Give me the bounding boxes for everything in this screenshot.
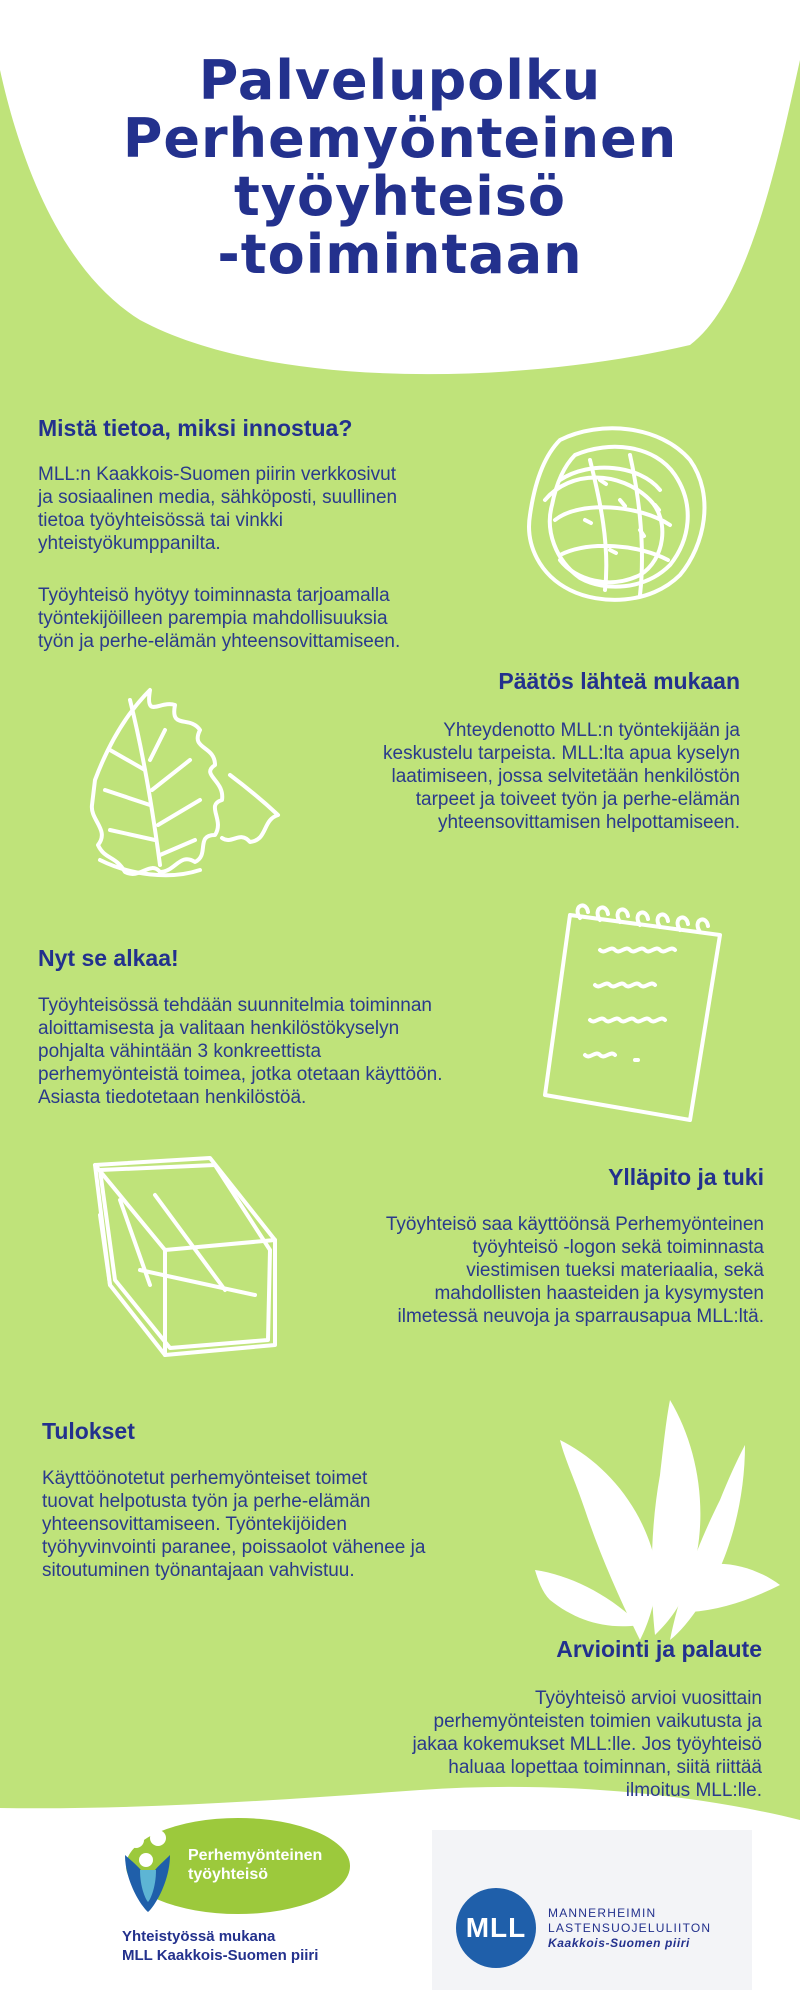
title-line-1: Palvelupolku bbox=[198, 49, 602, 112]
text-line: Yhteydenotto MLL:n työntekijään ja bbox=[443, 720, 740, 741]
text-line: työn ja perhe-elämän yhteensovittamiseen. bbox=[38, 631, 401, 652]
text-line: työntekijöilleen parempia mahdollisuuksia bbox=[38, 608, 388, 629]
logo-line: Perhemyönteinen bbox=[188, 1847, 323, 1864]
step-6-text bbox=[412, 1687, 762, 1802]
credit-line: MLL Kaakkois-Suomen piiri bbox=[122, 1947, 319, 1964]
text-line: ilmoitus MLL:lle. bbox=[625, 1780, 762, 1801]
text-line: perhemyönteisten toimien vaikutusta ja bbox=[433, 1711, 762, 1732]
text-line: MLL:n Kaakkois-Suomen piirin verkkosivut bbox=[38, 464, 396, 485]
text-line: työhyvinvointi paranee, poissaolot vähenee ja bbox=[42, 1537, 426, 1558]
text-line: keskustelu tarpeista. MLL:lta apua kyselyn bbox=[383, 743, 740, 764]
title-line-2: Perhemyönteinen bbox=[122, 107, 678, 170]
text-line: jakaa kokemukset MLL:lle. Jos työyhteisö bbox=[412, 1734, 762, 1755]
step-2-text bbox=[383, 719, 740, 834]
mll-name bbox=[548, 1906, 711, 1951]
step-4-text bbox=[386, 1213, 764, 1328]
text-line: pohjalta vähintään 3 konkreettista bbox=[38, 1041, 322, 1062]
text-line: Työyhteisö arvioi vuosittain bbox=[534, 1688, 762, 1709]
text-line: yhteensovittamisen helpottamiseen. bbox=[437, 812, 740, 833]
text-line: perhemyönteistä toimea, jotka otetaan käyttöön. bbox=[38, 1064, 443, 1085]
text-line: yhteensovittamiseen. Työntekijöiden bbox=[42, 1514, 347, 1535]
text-line: Työyhteisö saa käyttöönsä Perhemyönteinen bbox=[385, 1214, 764, 1235]
partner-credit bbox=[122, 1927, 318, 1965]
text-line: viestimisen tueksi materiaalia, sekä bbox=[466, 1260, 764, 1281]
text-line: haluaa lopettaa toiminnan, siitä riittää bbox=[448, 1757, 762, 1778]
mll-name-line: MANNERHEIMIN bbox=[548, 1906, 657, 1920]
step-4-heading: Ylläpito ja tuki bbox=[608, 1164, 764, 1190]
title-line-3: työyhteisö bbox=[234, 165, 566, 228]
step-6-heading: Arviointi ja palaute bbox=[556, 1636, 762, 1662]
text-line: laatimiseen, jossa selvitetään henkilöstön bbox=[391, 766, 740, 787]
step-1-paragraph-1 bbox=[38, 463, 397, 555]
mll-name-line: Kaakkois-Suomen piiri bbox=[548, 1936, 690, 1950]
text-line: tarpeet ja toiveet työn ja perhe-elämän bbox=[415, 789, 740, 810]
text-line: tuovat helpotusta työn ja perhe-elämän bbox=[42, 1491, 371, 1512]
credit-line: Yhteistyössä mukana bbox=[122, 1928, 276, 1945]
step-1-heading: Mistä tietoa, miksi innostua? bbox=[38, 415, 353, 441]
step-3-text bbox=[38, 994, 443, 1109]
step-5-heading: Tulokset bbox=[42, 1418, 135, 1444]
text-line: ja sosiaalinen media, sähköposti, suullinen bbox=[38, 487, 398, 508]
logo-line: työyhteisö bbox=[188, 1866, 269, 1883]
text-line: sitoutuminen työnantajaan vahvistuu. bbox=[42, 1560, 355, 1581]
step-3-heading: Nyt se alkaa! bbox=[38, 945, 179, 971]
mll-name-line: LASTENSUOJELULIITON bbox=[548, 1921, 712, 1935]
step-1-paragraph-2 bbox=[38, 584, 400, 653]
mll-abbr: MLL bbox=[465, 1912, 527, 1943]
text-line: Käyttöönotetut perhemyönteiset toimet bbox=[42, 1468, 368, 1489]
text-line: yhteistyökumppanilta. bbox=[38, 533, 221, 554]
text-line: mahdollisten haasteiden ja kysymysten bbox=[434, 1283, 764, 1304]
text-line: Työyhteisössä tehdään suunnitelmia toiminnan bbox=[38, 995, 432, 1016]
step-5-text bbox=[42, 1467, 425, 1582]
perhemyonteinen-logo-text bbox=[188, 1846, 322, 1884]
text-line: Työyhteisö hyötyy toiminnasta tarjoamalla bbox=[38, 585, 390, 606]
text-line: aloittamisesta ja valitaan henkilöstökyselyn bbox=[38, 1018, 400, 1039]
text-line: Asiasta tiedotetaan henkilöstöä. bbox=[38, 1087, 307, 1108]
title-line-4: -toimintaan bbox=[217, 223, 583, 286]
text-line: ilmetessä neuvoja ja sparrausapua MLL:ltä. bbox=[397, 1306, 764, 1327]
text-line: työyhteisö -logon sekä toiminnasta bbox=[472, 1237, 764, 1258]
page-title bbox=[100, 49, 700, 286]
step-2-heading: Päätös lähteä mukaan bbox=[498, 668, 740, 694]
text-line: tietoa työyhteisössä tai vinkki bbox=[38, 510, 284, 531]
